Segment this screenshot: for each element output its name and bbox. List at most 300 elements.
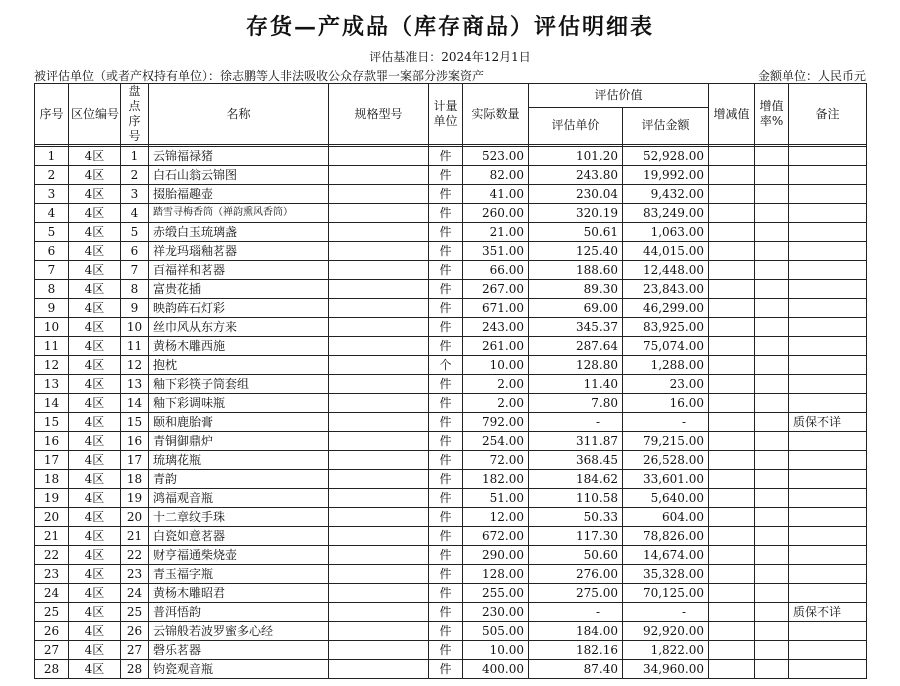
cell-uom: 件 <box>429 489 463 508</box>
cell-unit-price: 7.80 <box>529 394 623 413</box>
cell-qty: 41.00 <box>463 185 529 204</box>
cell-uom: 件 <box>429 166 463 185</box>
cell-seq: 6 <box>35 242 69 261</box>
cell-count-no: 27 <box>121 641 149 660</box>
cell-amount: 19,992.00 <box>623 166 709 185</box>
cell-spec <box>329 318 429 337</box>
cell-count-no: 6 <box>121 242 149 261</box>
cell-unit-price: 184.00 <box>529 622 623 641</box>
cell-increase <box>709 432 755 451</box>
cell-remark <box>789 489 867 508</box>
cell-qty: 290.00 <box>463 546 529 565</box>
cell-zone: 4区 <box>69 356 121 375</box>
table-row <box>35 641 867 660</box>
cell-spec <box>329 546 429 565</box>
cell-remark <box>789 508 867 527</box>
cell-increase <box>709 337 755 356</box>
cell-unit-price: 182.16 <box>529 641 623 660</box>
cell-count-no: 2 <box>121 166 149 185</box>
col-eval-value: 评估价值 <box>529 84 709 108</box>
cell-unit-price: 87.40 <box>529 660 623 679</box>
cell-spec <box>329 489 429 508</box>
cell-rate <box>755 470 789 489</box>
cell-count-no: 10 <box>121 318 149 337</box>
valuation-table <box>34 83 867 679</box>
cell-zone: 4区 <box>69 299 121 318</box>
cell-qty: 255.00 <box>463 584 529 603</box>
cell-unit-price: 89.30 <box>529 280 623 299</box>
cell-remark <box>789 660 867 679</box>
cell-count-no: 22 <box>121 546 149 565</box>
col-name: 名称 <box>149 84 329 145</box>
cell-increase <box>709 527 755 546</box>
cell-amount: 1,063.00 <box>623 223 709 242</box>
cell-uom: 件 <box>429 261 463 280</box>
cell-spec <box>329 356 429 375</box>
cell-zone: 4区 <box>69 641 121 660</box>
cell-amount: 14,674.00 <box>623 546 709 565</box>
cell-increase <box>709 660 755 679</box>
cell-seq: 5 <box>35 223 69 242</box>
cell-qty: 267.00 <box>463 280 529 299</box>
cell-qty: 10.00 <box>463 356 529 375</box>
cell-amount: 70,125.00 <box>623 584 709 603</box>
cell-rate <box>755 546 789 565</box>
cell-amount: 78,826.00 <box>623 527 709 546</box>
cell-zone: 4区 <box>69 223 121 242</box>
cell-name: 映韵砗石灯彩 <box>149 299 329 318</box>
cell-seq: 7 <box>35 261 69 280</box>
cell-remark <box>789 375 867 394</box>
table-row <box>35 527 867 546</box>
cell-amount: 16.00 <box>623 394 709 413</box>
cell-qty: 2.00 <box>463 375 529 394</box>
cell-spec <box>329 337 429 356</box>
cell-amount: 35,328.00 <box>623 565 709 584</box>
cell-increase <box>709 204 755 223</box>
cell-uom: 件 <box>429 565 463 584</box>
cell-name: 钧瓷观音瓶 <box>149 660 329 679</box>
cell-count-no: 21 <box>121 527 149 546</box>
cell-rate <box>755 242 789 261</box>
cell-name: 财亨福通柴烧壶 <box>149 546 329 565</box>
cell-zone: 4区 <box>69 584 121 603</box>
cell-zone: 4区 <box>69 432 121 451</box>
table-row <box>35 375 867 394</box>
cell-seq: 3 <box>35 185 69 204</box>
cell-uom: 件 <box>429 432 463 451</box>
cell-rate <box>755 185 789 204</box>
cell-remark <box>789 166 867 185</box>
cell-amount: 79,215.00 <box>623 432 709 451</box>
cell-spec <box>329 660 429 679</box>
cell-name: 踏雪寻梅香筒（禅韵熏风香筒） <box>149 204 329 223</box>
cell-zone: 4区 <box>69 527 121 546</box>
table-header <box>35 84 867 145</box>
cell-name: 富贵花插 <box>149 280 329 299</box>
cell-remark <box>789 318 867 337</box>
cell-increase <box>709 242 755 261</box>
cell-count-no: 24 <box>121 584 149 603</box>
cell-increase <box>709 584 755 603</box>
cell-seq: 18 <box>35 470 69 489</box>
cell-count-no: 8 <box>121 280 149 299</box>
cell-count-no: 5 <box>121 223 149 242</box>
cell-remark: 质保不详 <box>789 603 867 622</box>
cell-spec <box>329 204 429 223</box>
cell-unit-price: - <box>529 413 623 432</box>
table-row <box>35 261 867 280</box>
cell-count-no: 3 <box>121 185 149 204</box>
cell-seq: 8 <box>35 280 69 299</box>
cell-remark: 质保不详 <box>789 413 867 432</box>
cell-increase <box>709 641 755 660</box>
currency-unit: 金额单位：人民币元 <box>757 69 866 83</box>
cell-increase <box>709 394 755 413</box>
cell-uom: 件 <box>429 394 463 413</box>
cell-zone: 4区 <box>69 204 121 223</box>
col-qty: 实际数量 <box>463 84 529 145</box>
cell-unit-price: 345.37 <box>529 318 623 337</box>
cell-spec <box>329 413 429 432</box>
cell-uom: 件 <box>429 147 463 166</box>
cell-rate <box>755 413 789 432</box>
cell-amount: 83,249.00 <box>623 204 709 223</box>
cell-name: 青玉福字瓶 <box>149 565 329 584</box>
cell-name: 青铜御鼎炉 <box>149 432 329 451</box>
cell-spec <box>329 375 429 394</box>
cell-qty: 82.00 <box>463 166 529 185</box>
cell-zone: 4区 <box>69 603 121 622</box>
cell-increase <box>709 489 755 508</box>
table-row <box>35 166 867 185</box>
cell-unit-price: 125.40 <box>529 242 623 261</box>
cell-name: 黄杨木雕昭君 <box>149 584 329 603</box>
cell-unit-price: 230.04 <box>529 185 623 204</box>
cell-amount: - <box>623 413 709 432</box>
cell-increase <box>709 546 755 565</box>
cell-uom: 件 <box>429 299 463 318</box>
cell-name: 云锦福禄猪 <box>149 147 329 166</box>
cell-qty: 2.00 <box>463 394 529 413</box>
cell-seq: 1 <box>35 147 69 166</box>
table-row <box>35 223 867 242</box>
table-row <box>35 603 867 622</box>
cell-name: 十二章纹手珠 <box>149 508 329 527</box>
cell-seq: 13 <box>35 375 69 394</box>
cell-remark <box>789 185 867 204</box>
col-unit-price: 评估单价 <box>529 107 623 144</box>
col-increase: 增减值 <box>709 84 755 145</box>
cell-amount: 23,843.00 <box>623 280 709 299</box>
cell-spec <box>329 280 429 299</box>
cell-remark <box>789 261 867 280</box>
cell-seq: 17 <box>35 451 69 470</box>
cell-unit-price: 184.62 <box>529 470 623 489</box>
cell-remark <box>789 356 867 375</box>
cell-zone: 4区 <box>69 622 121 641</box>
cell-rate <box>755 166 789 185</box>
cell-seq: 9 <box>35 299 69 318</box>
cell-zone: 4区 <box>69 394 121 413</box>
col-rate: 增值率% <box>755 84 789 145</box>
cell-name: 抱枕 <box>149 356 329 375</box>
cell-zone: 4区 <box>69 470 121 489</box>
cell-remark <box>789 394 867 413</box>
cell-uom: 件 <box>429 451 463 470</box>
cell-rate <box>755 299 789 318</box>
cell-spec <box>329 223 429 242</box>
cell-uom: 件 <box>429 641 463 660</box>
cell-seq: 22 <box>35 546 69 565</box>
cell-rate <box>755 603 789 622</box>
cell-unit-price: 368.45 <box>529 451 623 470</box>
cell-qty: 10.00 <box>463 641 529 660</box>
table-row <box>35 185 867 204</box>
cell-rate <box>755 356 789 375</box>
cell-name: 丝巾风从东方来 <box>149 318 329 337</box>
cell-qty: 261.00 <box>463 337 529 356</box>
table-row <box>35 470 867 489</box>
cell-zone: 4区 <box>69 147 121 166</box>
cell-remark <box>789 622 867 641</box>
cell-zone: 4区 <box>69 242 121 261</box>
table-row <box>35 508 867 527</box>
cell-unit-price: 110.58 <box>529 489 623 508</box>
cell-unit-price: - <box>529 603 623 622</box>
cell-seq: 16 <box>35 432 69 451</box>
table-row <box>35 299 867 318</box>
cell-rate <box>755 394 789 413</box>
cell-rate <box>755 204 789 223</box>
cell-rate <box>755 584 789 603</box>
cell-zone: 4区 <box>69 565 121 584</box>
cell-name: 颐和鹿胎膏 <box>149 413 329 432</box>
cell-qty: 12.00 <box>463 508 529 527</box>
cell-rate <box>755 641 789 660</box>
cell-spec <box>329 622 429 641</box>
cell-qty: 260.00 <box>463 204 529 223</box>
cell-count-no: 9 <box>121 299 149 318</box>
cell-increase <box>709 451 755 470</box>
col-remark: 备注 <box>789 84 867 145</box>
cell-seq: 19 <box>35 489 69 508</box>
cell-seq: 14 <box>35 394 69 413</box>
col-count-no: 盘点序号 <box>121 84 149 145</box>
cell-uom: 件 <box>429 185 463 204</box>
cell-count-no: 23 <box>121 565 149 584</box>
cell-rate <box>755 622 789 641</box>
cell-remark <box>789 470 867 489</box>
cell-count-no: 13 <box>121 375 149 394</box>
cell-unit-price: 311.87 <box>529 432 623 451</box>
cell-name: 白石山翁云锦图 <box>149 166 329 185</box>
cell-amount: 83,925.00 <box>623 318 709 337</box>
cell-unit-price: 117.30 <box>529 527 623 546</box>
cell-name: 普洱悟韵 <box>149 603 329 622</box>
cell-rate <box>755 280 789 299</box>
cell-amount: 1,822.00 <box>623 641 709 660</box>
cell-count-no: 16 <box>121 432 149 451</box>
cell-spec <box>329 451 429 470</box>
cell-rate <box>755 489 789 508</box>
cell-amount: 26,528.00 <box>623 451 709 470</box>
cell-uom: 件 <box>429 204 463 223</box>
cell-remark <box>789 432 867 451</box>
cell-seq: 26 <box>35 622 69 641</box>
cell-unit-price: 188.60 <box>529 261 623 280</box>
cell-zone: 4区 <box>69 413 121 432</box>
cell-increase <box>709 147 755 166</box>
cell-count-no: 12 <box>121 356 149 375</box>
cell-increase <box>709 299 755 318</box>
cell-unit-price: 243.80 <box>529 166 623 185</box>
table-row <box>35 432 867 451</box>
cell-zone: 4区 <box>69 337 121 356</box>
cell-amount: 46,299.00 <box>623 299 709 318</box>
cell-seq: 24 <box>35 584 69 603</box>
cell-zone: 4区 <box>69 508 121 527</box>
cell-count-no: 4 <box>121 204 149 223</box>
table-row <box>35 318 867 337</box>
cell-qty: 672.00 <box>463 527 529 546</box>
cell-seq: 20 <box>35 508 69 527</box>
cell-remark <box>789 204 867 223</box>
table-row <box>35 242 867 261</box>
cell-count-no: 26 <box>121 622 149 641</box>
cell-rate <box>755 147 789 166</box>
cell-count-no: 14 <box>121 394 149 413</box>
cell-name: 赤缎白玉琉璃盏 <box>149 223 329 242</box>
cell-count-no: 11 <box>121 337 149 356</box>
cell-remark <box>789 451 867 470</box>
cell-zone: 4区 <box>69 280 121 299</box>
cell-remark <box>789 147 867 166</box>
cell-name: 琉璃花瓶 <box>149 451 329 470</box>
cell-amount: 5,640.00 <box>623 489 709 508</box>
cell-spec <box>329 242 429 261</box>
cell-qty: 400.00 <box>463 660 529 679</box>
cell-seq: 21 <box>35 527 69 546</box>
cell-seq: 11 <box>35 337 69 356</box>
cell-uom: 件 <box>429 584 463 603</box>
cell-seq: 25 <box>35 603 69 622</box>
cell-uom: 件 <box>429 546 463 565</box>
cell-qty: 51.00 <box>463 489 529 508</box>
cell-increase <box>709 223 755 242</box>
cell-increase <box>709 603 755 622</box>
cell-uom: 件 <box>429 413 463 432</box>
cell-increase <box>709 565 755 584</box>
cell-remark <box>789 584 867 603</box>
cell-count-no: 7 <box>121 261 149 280</box>
cell-increase <box>709 185 755 204</box>
cell-zone: 4区 <box>69 489 121 508</box>
cell-increase <box>709 166 755 185</box>
cell-rate <box>755 375 789 394</box>
cell-amount: 604.00 <box>623 508 709 527</box>
cell-rate <box>755 660 789 679</box>
cell-rate <box>755 223 789 242</box>
cell-name: 釉下彩调味瓶 <box>149 394 329 413</box>
cell-amount: 92,920.00 <box>623 622 709 641</box>
cell-remark <box>789 337 867 356</box>
cell-increase <box>709 280 755 299</box>
cell-qty: 182.00 <box>463 470 529 489</box>
cell-name: 祥龙玛瑙釉茗器 <box>149 242 329 261</box>
cell-zone: 4区 <box>69 546 121 565</box>
cell-rate <box>755 565 789 584</box>
cell-name: 掇胎福趣壶 <box>149 185 329 204</box>
col-spec: 规格型号 <box>329 84 429 145</box>
cell-remark <box>789 223 867 242</box>
cell-spec <box>329 565 429 584</box>
cell-uom: 件 <box>429 280 463 299</box>
cell-count-no: 17 <box>121 451 149 470</box>
cell-qty: 792.00 <box>463 413 529 432</box>
cell-qty: 254.00 <box>463 432 529 451</box>
cell-uom: 件 <box>429 660 463 679</box>
cell-rate <box>755 451 789 470</box>
cell-amount: 44,015.00 <box>623 242 709 261</box>
cell-spec <box>329 299 429 318</box>
cell-unit-price: 50.33 <box>529 508 623 527</box>
table-row <box>35 204 867 223</box>
cell-remark <box>789 546 867 565</box>
cell-unit-price: 128.80 <box>529 356 623 375</box>
table-row <box>35 622 867 641</box>
cell-amount: 34,960.00 <box>623 660 709 679</box>
cell-increase <box>709 261 755 280</box>
cell-uom: 件 <box>429 318 463 337</box>
cell-unit-price: 50.61 <box>529 223 623 242</box>
cell-qty: 66.00 <box>463 261 529 280</box>
cell-amount: 33,601.00 <box>623 470 709 489</box>
cell-spec <box>329 185 429 204</box>
cell-unit-price: 276.00 <box>529 565 623 584</box>
cell-seq: 23 <box>35 565 69 584</box>
cell-name: 鸿福观音瓶 <box>149 489 329 508</box>
cell-zone: 4区 <box>69 375 121 394</box>
cell-increase <box>709 375 755 394</box>
cell-seq: 27 <box>35 641 69 660</box>
cell-qty: 21.00 <box>463 223 529 242</box>
cell-remark <box>789 299 867 318</box>
cell-amount: - <box>623 603 709 622</box>
cell-unit-price: 50.60 <box>529 546 623 565</box>
cell-unit-price: 69.00 <box>529 299 623 318</box>
cell-uom: 件 <box>429 470 463 489</box>
cell-count-no: 18 <box>121 470 149 489</box>
cell-increase <box>709 622 755 641</box>
cell-spec <box>329 508 429 527</box>
cell-remark <box>789 641 867 660</box>
cell-spec <box>329 166 429 185</box>
cell-remark <box>789 565 867 584</box>
cell-increase <box>709 413 755 432</box>
cell-count-no: 20 <box>121 508 149 527</box>
cell-spec <box>329 261 429 280</box>
cell-uom: 件 <box>429 622 463 641</box>
cell-seq: 28 <box>35 660 69 679</box>
table-row <box>35 356 867 375</box>
cell-amount: 12,448.00 <box>623 261 709 280</box>
cell-spec <box>329 394 429 413</box>
cell-qty: 72.00 <box>463 451 529 470</box>
cell-count-no: 19 <box>121 489 149 508</box>
table-body <box>35 145 867 679</box>
table-row <box>35 147 867 166</box>
